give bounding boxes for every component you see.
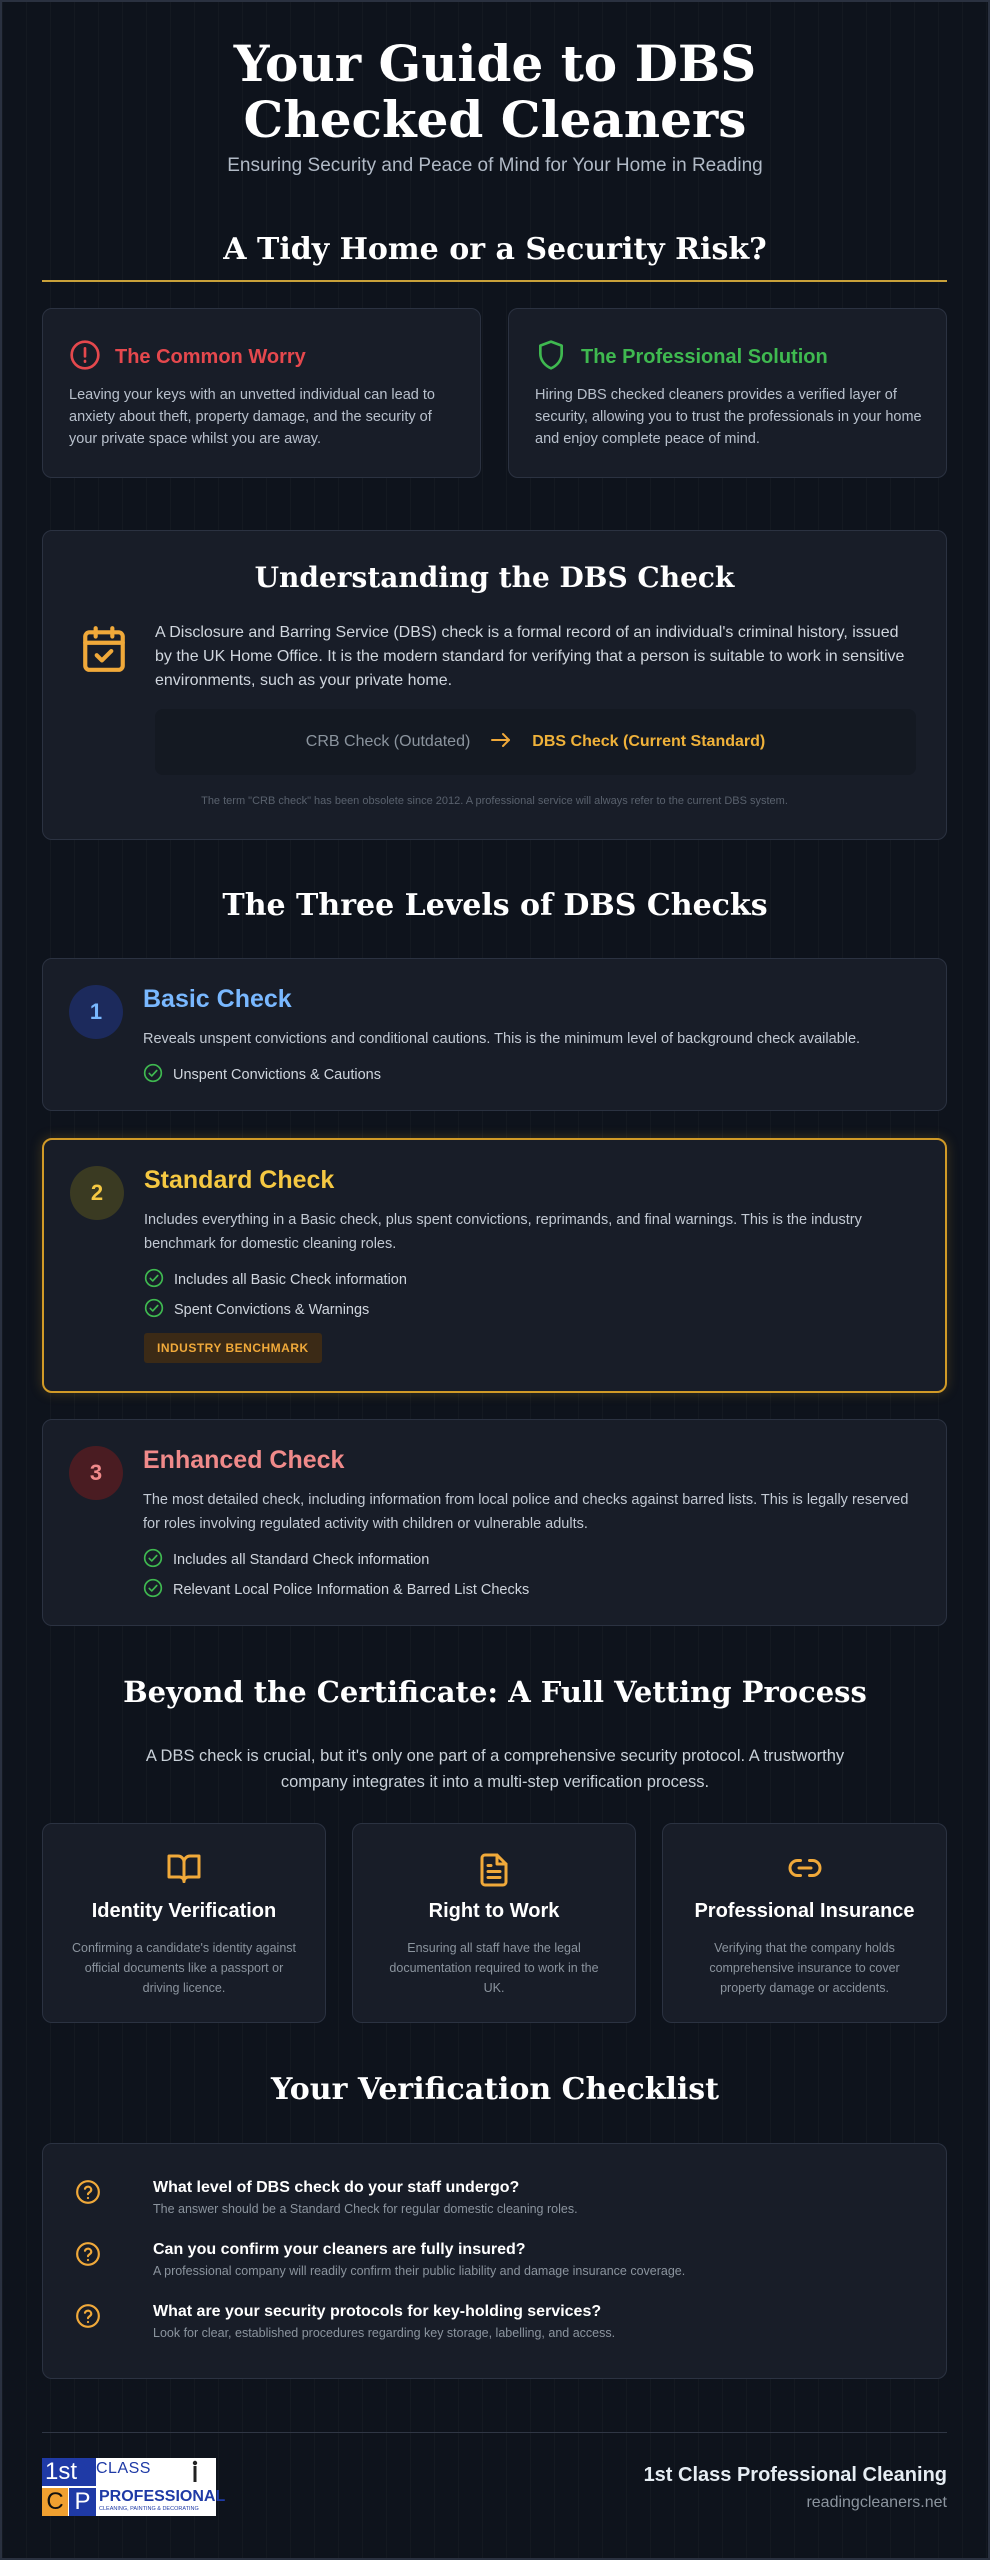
vetting-card-text: Verifying that the company holds comprehensive insurance to cover property damage or accidents. <box>709 1941 900 1995</box>
help-circle-icon <box>75 2303 101 2334</box>
vetting-card-text: Confirming a candidate's identity against official documents like a passport or driving licence. <box>71 1941 297 1995</box>
level-number: 2 <box>70 1166 124 1220</box>
crb-label: CRB Check (Outdated) <box>305 733 471 750</box>
worry-card <box>42 308 481 478</box>
check-circle-icon <box>143 1548 163 1572</box>
footer-company-name: 1st Class Professional Cleaning <box>643 2464 947 2486</box>
checklist-section-title: Your Verification Checklist <box>270 2072 720 2107</box>
checklist-question: What level of DBS check do your staff undergo? <box>153 2179 520 2196</box>
level-title: Enhanced Check <box>143 1446 345 1474</box>
solution-title: The Professional Solution <box>581 346 828 368</box>
link-icon <box>784 1850 826 1891</box>
crb-note: The term "CRB check" has been obsolete since 2012. A professional service will always refer to the current DBS system. <box>201 795 788 807</box>
calendar-check-icon <box>79 623 129 680</box>
checklist-card <box>42 2143 947 2379</box>
dbs-label: DBS Check (Current Standard) <box>532 733 766 750</box>
level-feature: Includes all Standard Check information <box>143 1548 429 1572</box>
checklist-answer: The answer should be a Standard Check for regular domestic cleaning roles. <box>153 2202 578 2216</box>
level-feature: Relevant Local Police Information & Barred List Checks <box>143 1578 529 1602</box>
cleaner-figure-icon <box>192 2460 198 2484</box>
vetting-card-title: Right to Work <box>428 1900 560 1922</box>
solution-card <box>508 308 947 478</box>
worry-text: Leaving your keys with an unvetted individual can lead to anxiety about theft, property damage, and the security of your private space whilst you are away. <box>69 387 435 447</box>
level-title: Standard Check <box>144 1166 335 1194</box>
vetting-card-title: Professional Insurance <box>694 1900 915 1922</box>
alert-circle-icon <box>69 339 101 376</box>
level-description: Reveals unspent convictions and conditional cautions. This is the minimum level of background check available. <box>143 1031 861 1047</box>
footer-divider <box>42 2432 947 2433</box>
level-card-enhanced <box>42 1419 947 1626</box>
checklist-question: Can you confirm your cleaners are fully insured? <box>153 2241 526 2258</box>
level-description: The most detailed check, including information from local police and checks against barred lists. This is legally reserved for roles involving regulated activity with children or vulnerable adults. <box>143 1492 909 1532</box>
level-description: Includes everything in a Basic check, plus spent convictions, reprimands, and final warnings. This is the industry benchmark for domestic cleaning roles. <box>144 1212 862 1252</box>
vetting-card-text: Ensuring all staff have the legal documentation required to work in the UK. <box>389 1941 599 1995</box>
level-feature: Includes all Basic Check information <box>144 1268 407 1292</box>
check-circle-icon <box>143 1063 163 1087</box>
level-number: 1 <box>69 985 123 1039</box>
solution-text: Hiring DBS checked cleaners provides a verified layer of security, allowing you to trust the professionals in your home and enjoy complete peace of mind. <box>535 387 922 447</box>
check-circle-icon <box>144 1298 164 1322</box>
dbs-description: A Disclosure and Barring Service (DBS) check is a formal record of an individual's criminal history, issued by the UK Home Office. It is the modern standard for verifying that a person is suitable to work in sensitive environments, such as your private home. <box>155 624 905 689</box>
crb-vs-dbs-comparison <box>155 709 916 775</box>
checklist-answer: Look for clear, established procedures regarding key storage, labelling, and access. <box>153 2326 616 2340</box>
checklist-question: What are your security protocols for key-holding services? <box>153 2303 602 2320</box>
vetting-card-title: Identity Verification <box>91 1900 277 1922</box>
vetting-section-title: Beyond the Certificate: A Full Vetting Process <box>123 1675 867 1709</box>
level-card-standard <box>42 1138 947 1393</box>
level-title: Basic Check <box>143 985 292 1013</box>
document-icon <box>476 1850 512 1895</box>
arrow-right-icon <box>490 732 512 753</box>
page-subtitle: Ensuring Security and Peace of Mind for Your Home in Reading <box>227 155 763 176</box>
risk-section-title: A Tidy Home or a Security Risk? <box>223 232 767 267</box>
vetting-intro: A DBS check is crucial, but it's only one part of a comprehensive security protocol. A trustworthy company integrates it into a multi-step verification process. <box>145 1747 845 1791</box>
help-circle-icon <box>75 2179 101 2210</box>
help-circle-icon <box>75 2241 101 2272</box>
level-card-basic <box>42 958 947 1111</box>
footer-website-link[interactable]: readingcleaners.net <box>806 2494 947 2511</box>
dbs-explainer-card <box>42 530 947 840</box>
shield-icon <box>535 339 567 376</box>
vetting-card-right-to-work <box>352 1823 636 2023</box>
company-logo[interactable]: 1st CLASS C P PROFESSIONAL CLEANING, PAINTING & DECORATING <box>42 2458 216 2516</box>
worry-title: The Common Worry <box>115 346 306 368</box>
page-title: Your Guide to DBS Checked Cleaners <box>233 34 757 149</box>
level-number: 3 <box>69 1446 123 1500</box>
levels-section-title: The Three Levels of DBS Checks <box>222 888 768 923</box>
section-divider <box>42 280 947 282</box>
level-feature: Unspent Convictions & Cautions <box>143 1063 381 1087</box>
dbs-section-title: Understanding the DBS Check <box>254 561 735 594</box>
level-feature: Spent Convictions & Warnings <box>144 1298 369 1322</box>
book-open-icon <box>164 1850 204 1891</box>
check-circle-icon <box>144 1268 164 1292</box>
vetting-card-identity <box>42 1823 326 2023</box>
vetting-card-insurance <box>662 1823 947 2023</box>
industry-benchmark-badge: INDUSTRY BENCHMARK <box>144 1333 322 1363</box>
check-circle-icon <box>143 1578 163 1602</box>
checklist-answer: A professional company will readily confirm their public liability and damage insurance coverage. <box>153 2264 686 2278</box>
